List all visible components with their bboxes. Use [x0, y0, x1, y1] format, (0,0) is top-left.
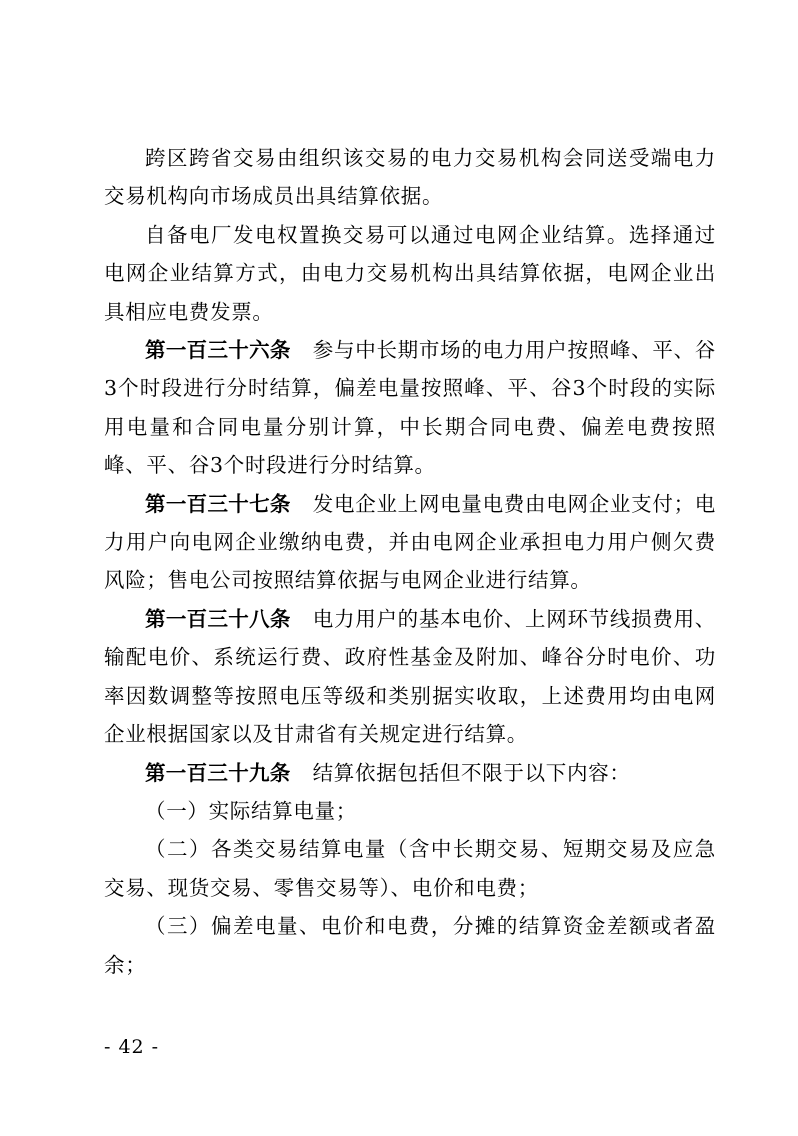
list-item-1 [104, 792, 716, 830]
article-138 [104, 600, 716, 754]
paragraph-2 [104, 216, 716, 331]
article-title: 第一百三十六条 [145, 338, 291, 363]
article-136 [104, 331, 716, 485]
paragraph-text: （一）实际结算电量； [145, 798, 357, 823]
paragraph-text: 跨区跨省交易由组织该交易的电力交易机构会同送受端电力交易机构向市场成员出具结算依据。 [104, 146, 716, 209]
article-137 [104, 485, 716, 600]
paragraph-text: 发电企业上网电量电费由电网企业支付；电力用户向电网企业缴纳电费，并由电网企业承担电力用户侧欠费风险；售电公司按照结算依据与电网企业进行结算。 [104, 491, 716, 593]
paragraph-text: 自备电厂发电权置换交易可以通过电网企业结算。选择通过电网企业结算方式，由电力交易机构出具结算依据，电网企业出具相应电费发票。 [104, 222, 716, 324]
paragraph-text: 电力用户的基本电价、上网环节线损费用、输配电价、系统运行费、政府性基金及附加、峰谷分时电价、功率因数调整等按照电压等级和类别据实收取，上述费用均由电网企业根据国家以及甘肃省有关规定进行结算。 [104, 606, 716, 747]
paragraph-text: 结算依据包括但不限于以下内容： [312, 760, 631, 785]
article-title: 第一百三十七条 [145, 491, 291, 516]
paragraph-text: 参与中长期市场的电力用户按照峰、平、谷3个时段进行分时结算，偏差电量按照峰、平、谷3个时段的实际用电量和合同电量分别计算，中长期合同电费、偏差电费按照峰、平、谷3个时段进行分时结算。 [104, 338, 716, 478]
paragraph-1 [104, 139, 716, 216]
page-number: - 42 - [104, 1036, 160, 1058]
article-title: 第一百三十八条 [145, 606, 291, 631]
paragraph-text: （三）偏差电量、电价和电费，分摊的结算资金差额或者盈余； [104, 914, 716, 977]
document-body [104, 139, 716, 984]
list-item-2 [104, 830, 716, 907]
article-title: 第一百三十九条 [145, 760, 291, 785]
list-item-3 [104, 907, 716, 984]
article-139 [104, 754, 716, 792]
paragraph-text: （二）各类交易结算电量（含中长期交易、短期交易及应急交易、现货交易、零售交易等）、电价和电费； [104, 837, 716, 900]
